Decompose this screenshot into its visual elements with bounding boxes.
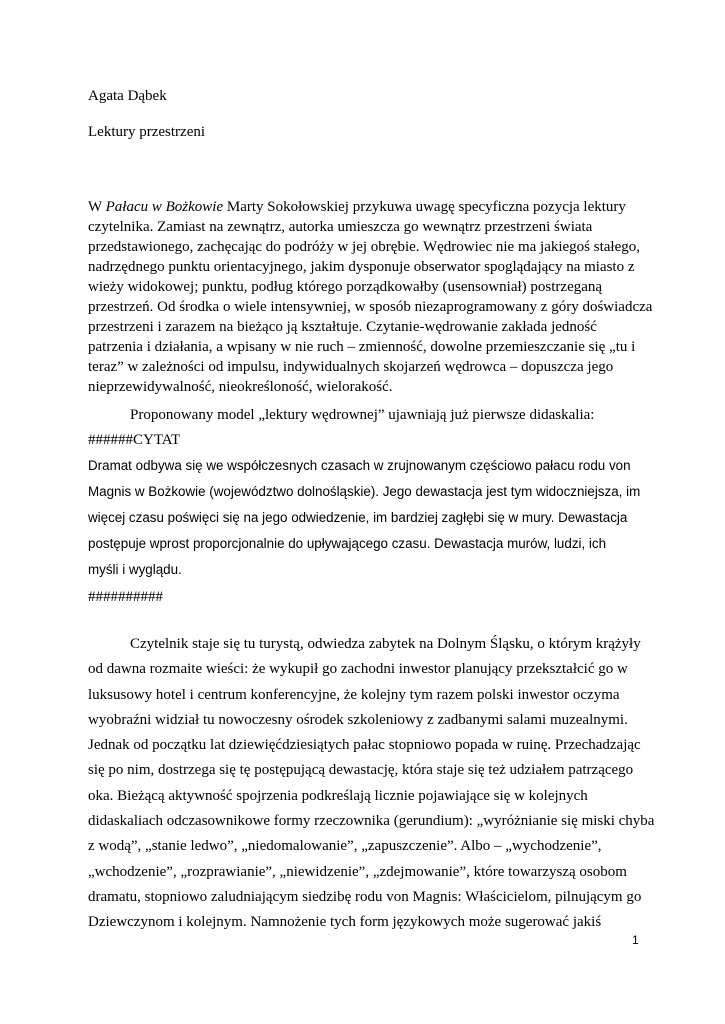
quote-line: więcej czasu poświęci się na jego odwiedzenie, im bardziej zagłębi się w mury. Dewastacja — [88, 510, 628, 525]
third-paragraph-line: Dziewczynom i kolejnym. Namnożenie tych form językowych może sugerować jakiś — [88, 914, 602, 931]
intro-line: przedstawionego, zachęcając do podróży w jej obrębie. Wędrowiec nie ma jakiegoś stałego, — [88, 239, 640, 255]
third-paragraph-line: Jednak od początku lat dziewięćdziesiątych pałac stopniowo popada w ruinę. Przechadzając — [88, 737, 641, 754]
third-paragraph-line: „wchodzenie”, „rozprawianie”, „niewidzenie”, „zdejmowanie”, które towarzyszą osobom — [88, 863, 627, 880]
intro-line: przestrzeni i zarazem na bieżąco ją kształtuje. Czytanie-wędrowanie zakłada jedność — [88, 319, 597, 335]
second-paragraph: Proponowany model „lektury wędrownej” ujawniają już pierwsze didaskalia: — [130, 407, 595, 423]
quote-line: Magnis w Bożkowie (województwo dolnośląskie). Jego dewastacja jest tym widoczniejsza, im — [88, 484, 641, 499]
third-paragraph-line: dramatu, stopniowo zaludniającym siedzibę rodu von Magnis: Właścicielom, pilnującym go — [88, 888, 642, 905]
third-paragraph-line: luksusowy hotel i centrum konferencyjne, że kolejny tym razem polski inwestor oczyma — [88, 686, 620, 703]
third-paragraph-line: wyobraźni widział tu nowoczesny ośrodek szkoleniowy z zadbanymi salami muzealnymi. — [88, 711, 628, 728]
essay-title: Lektury przestrzeni — [88, 124, 206, 140]
intro-line: czytelnika. Zamiast na zewnątrz, autorka umieszcza go wewnątrz przestrzeni świata — [88, 219, 593, 235]
intro-line: patrzenia i działania, a wpisany w nie ruch – zmienność, dowolne przemieszczanie się „tu i — [88, 339, 636, 355]
page-number: 1 — [632, 933, 639, 947]
quote-open-marker: ######CYTAT — [88, 432, 181, 448]
intro-line: wieży widokowej; punktu, podług którego porządkowałby (usensowniał) postrzeganą — [88, 279, 603, 295]
third-paragraph — [88, 632, 655, 936]
intro-line: nadrzędnego punktu orientacyjnego, jakim dysponuje obserwator spoglądający na miasto z — [88, 259, 635, 275]
quote-line: Dramat odbywa się we współczesnych czasach w zrujnowanym częściowo pałacu rodu von — [88, 458, 631, 473]
quote-line: myśli i wyglądu. — [88, 562, 182, 577]
third-paragraph-line: z wodą”, „stanie ledwo”, „niedomalowanie”, „zapuszczenie”. Albo – „wychodzenie”, — [88, 838, 602, 855]
quote-line: postępuje wprost proporcjonalnie do upływającego czasu. Dewastacja murów, ludzi, ich — [88, 536, 607, 551]
stage-directions-quote — [88, 453, 648, 583]
quote-close-marker: ########## — [88, 589, 163, 605]
third-paragraph-line: się po nim, dostrzega się tę postępującą dewastację, która staje się też udziałem patrzącego — [88, 762, 634, 779]
intro-line: przestrzeń. Od środka o wiele intensywniej, w sposób niezaprogramowany z góry doświadcza — [88, 299, 653, 315]
work-title-italic: Pałacu w Bożkowie — [105, 199, 224, 215]
third-paragraph-line: didaskaliach odczasownikowe formy rzeczownika (gerundium): „wyróżnianie się miski chyba — [88, 813, 655, 830]
third-paragraph-line: Czytelnik staje się tu turystą, odwiedza zabytek na Dolnym Śląsku, o którym krążyły — [130, 636, 641, 652]
third-paragraph-line: od dawna rozmaite wieści: że wykupił go zachodni inwestor planujący przekształcić go w — [88, 661, 628, 678]
intro-line-rest: Marty Sokołowskiej przykuwa uwagę specyficzna pozycja lektury — [223, 199, 626, 215]
third-paragraph-line: oka. Bieżącą aktywność spojrzenia podkreślają licznie pojawiające się w kolejnych — [88, 787, 588, 804]
intro-paragraph — [88, 197, 653, 397]
author-name: Agata Dąbek — [88, 88, 167, 104]
intro-line — [88, 197, 648, 217]
intro-line: teraz” w zależności od impulsu, indywidualnych skojarzeń wędrowca – dopuszcza jego — [88, 359, 614, 375]
intro-line: nieprzewidywalność, nieokreśloność, wielorakość. — [88, 379, 393, 395]
intro-lead: W — [88, 199, 106, 215]
